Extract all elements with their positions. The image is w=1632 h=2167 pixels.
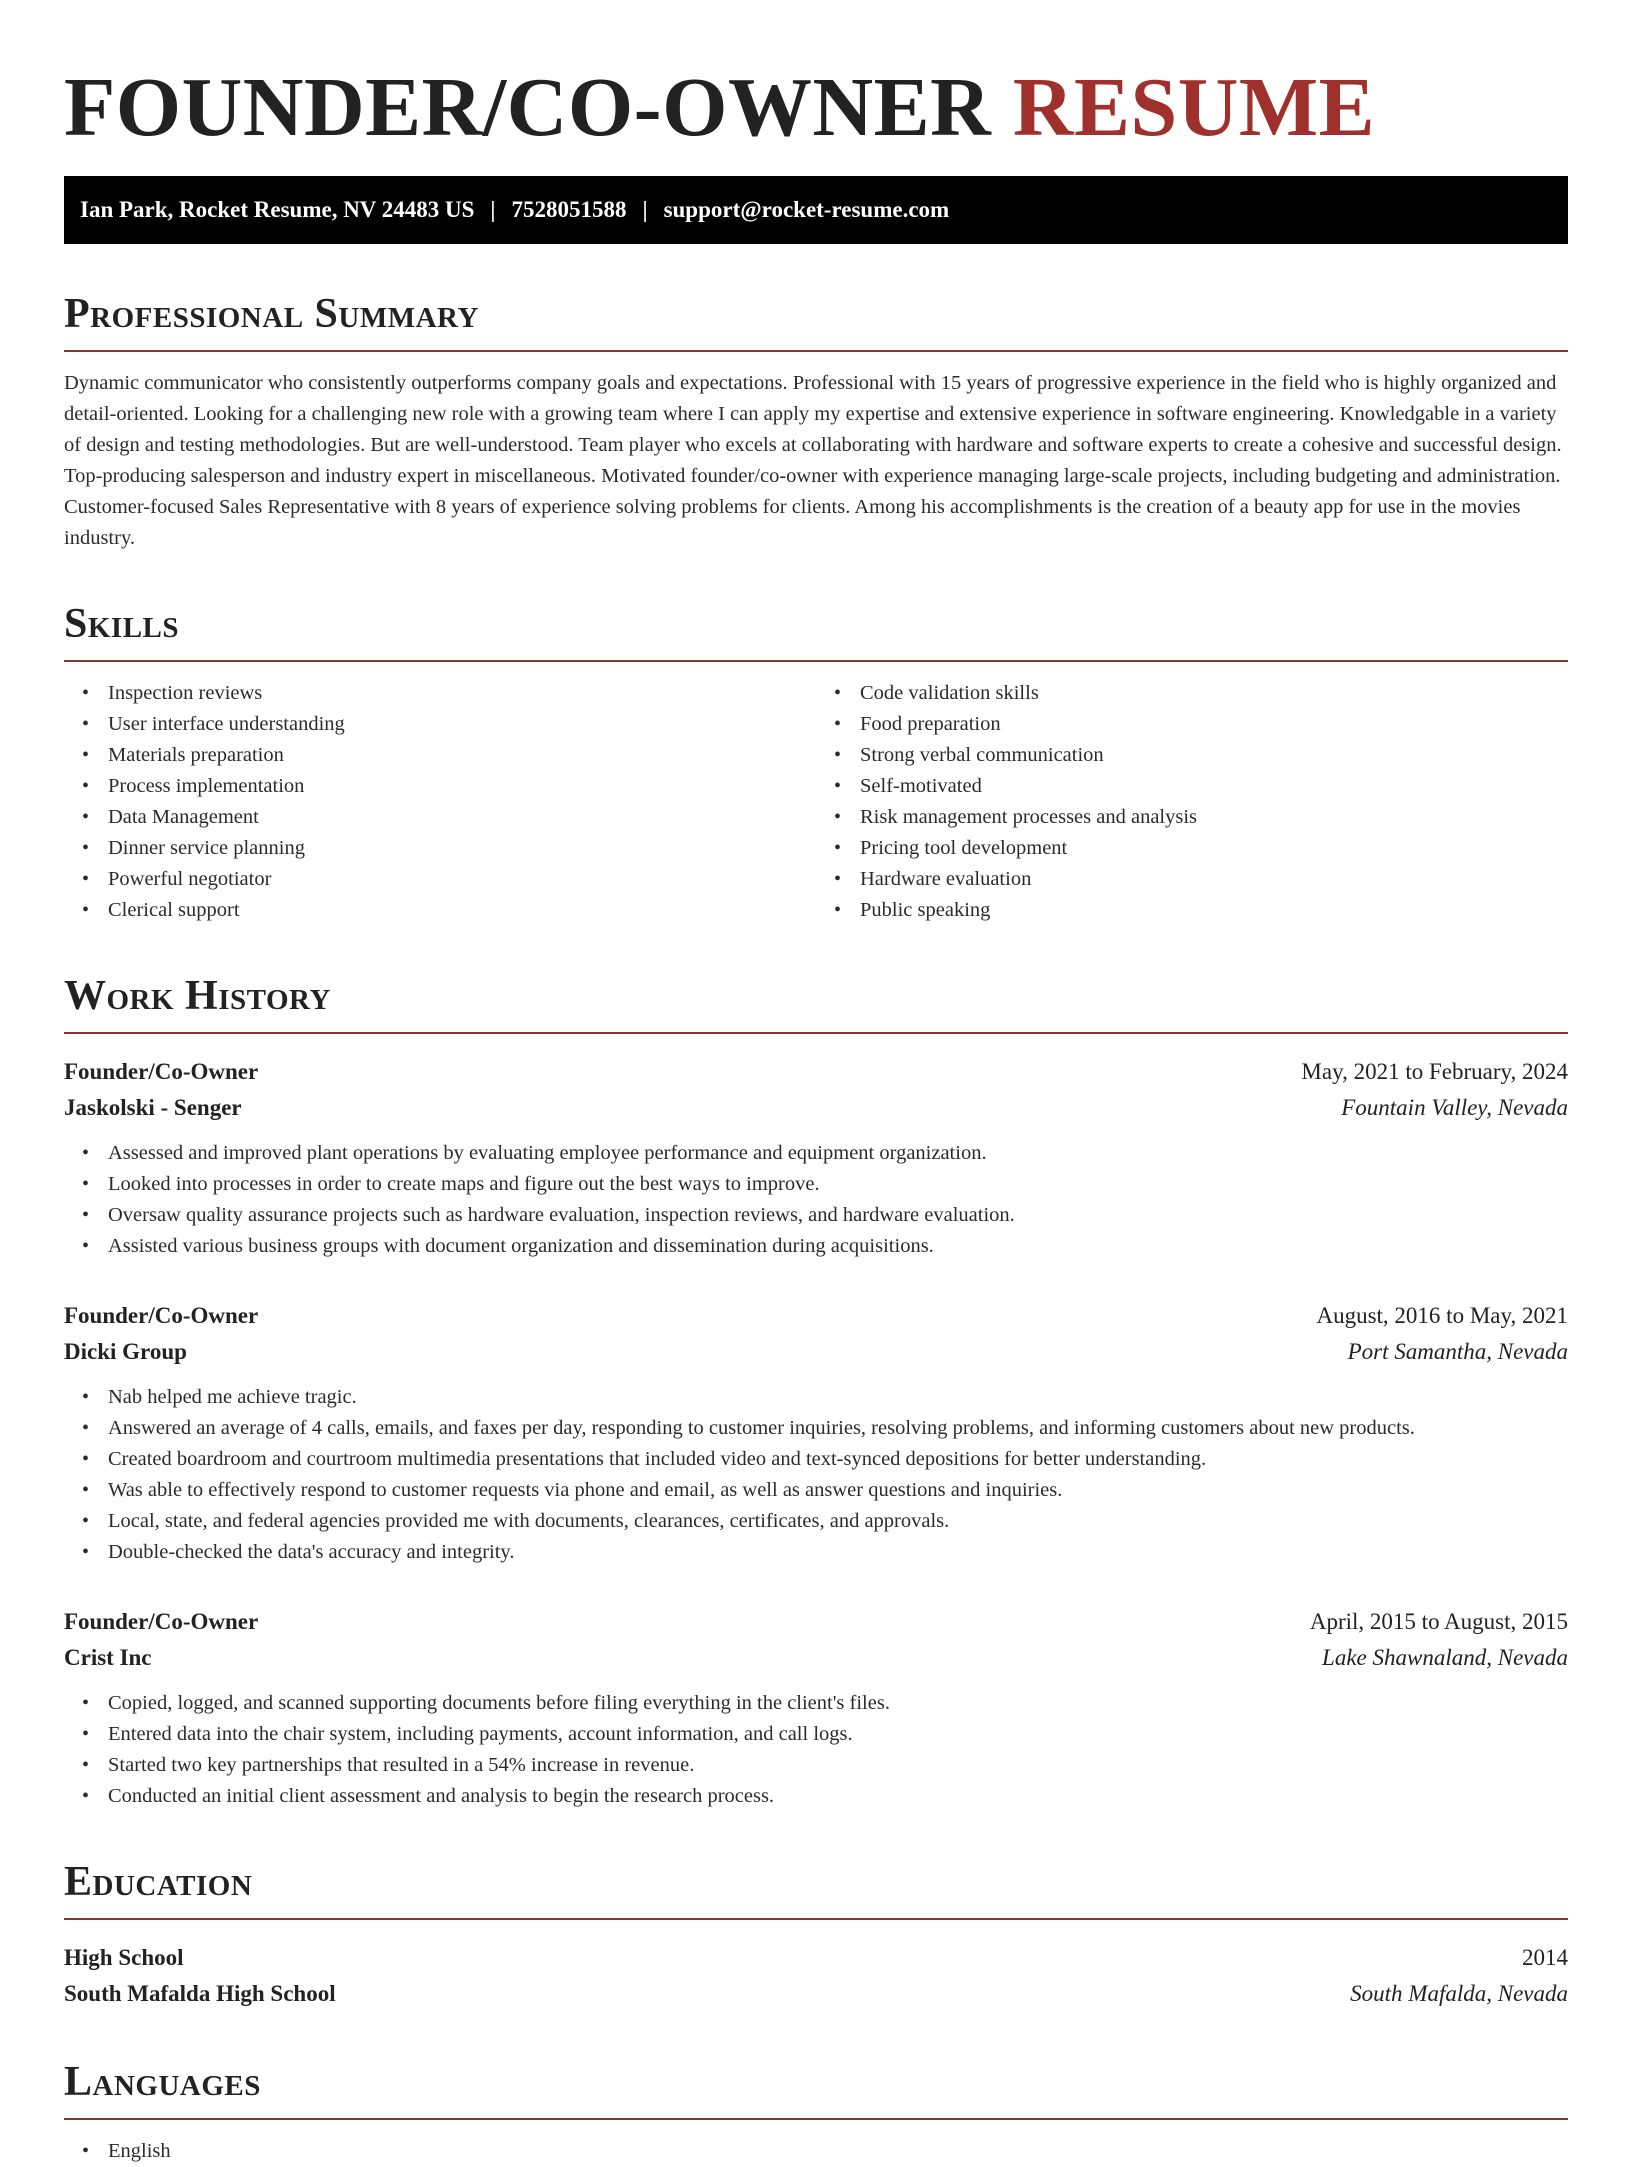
job-bullet: • Was able to effectively respond to customer requests via phone and email, as well as answer questions and inquiries. xyxy=(108,1475,1568,1506)
job-bullet: • Copied, logged, and scanned supporting documents before filing everything in the client's files. xyxy=(108,1688,1568,1719)
job-company-row xyxy=(64,1334,1568,1370)
job-dates: April, 2015 to August, 2015 xyxy=(1309,1609,1568,1634)
work-history-heading: Work History xyxy=(64,972,1568,1034)
title-main: FOUNDER/CO-OWNER xyxy=(64,61,992,154)
languages-list xyxy=(64,2136,1568,2167)
job-company: Crist Inc xyxy=(64,1645,152,1670)
job-title: Founder/Co-Owner xyxy=(64,1059,259,1084)
job-bullets xyxy=(64,1688,1568,1812)
skill-item: • Public speaking xyxy=(860,895,1568,926)
education-degree-row xyxy=(64,1940,1568,1976)
contact-bar xyxy=(64,176,1568,244)
job-bullet: • Answered an average of 4 calls, emails, and faxes per day, responding to customer inquiries, resolving problems, and informing customers about new products. xyxy=(108,1413,1568,1444)
job-bullet: • Conducted an initial client assessment and analysis to begin the research process. xyxy=(108,1781,1568,1812)
job-company-row xyxy=(64,1090,1568,1126)
job-header-row xyxy=(64,1054,1568,1090)
skill-item: • Process implementation xyxy=(108,771,816,802)
job-bullet: • Oversaw quality assurance projects such as hardware evaluation, inspection reviews, and hardware evaluation. xyxy=(108,1200,1568,1231)
skill-item: • Dinner service planning xyxy=(108,833,816,864)
skill-item: • Strong verbal communication xyxy=(860,740,1568,771)
contact-phone: 7528051588 xyxy=(511,197,627,222)
job-entry xyxy=(64,1604,1568,1812)
contact-email: support@rocket-resume.com xyxy=(663,197,950,222)
skill-item: • Data Management xyxy=(108,802,816,833)
skills-columns xyxy=(64,678,1568,926)
job-dates: August, 2016 to May, 2021 xyxy=(1316,1303,1568,1328)
job-bullet: • Started two key partnerships that resulted in a 54% increase in revenue. xyxy=(108,1750,1568,1781)
education-heading: Education xyxy=(64,1858,1568,1920)
job-location: Lake Shawnaland, Nevada xyxy=(1322,1645,1568,1670)
skill-item: • Powerful negotiator xyxy=(108,864,816,895)
language-item: • English xyxy=(108,2136,1568,2167)
summary-heading: Professional Summary xyxy=(64,290,1568,352)
job-location: Port Samantha, Nevada xyxy=(1347,1339,1568,1364)
contact-separator: | xyxy=(642,197,648,222)
education-school-row xyxy=(64,1976,1568,2012)
title-accent: RESUME xyxy=(1012,61,1376,154)
job-bullet: • Looked into processes in order to create maps and figure out the best ways to improve. xyxy=(108,1169,1568,1200)
job-location: Fountain Valley, Nevada xyxy=(1341,1095,1568,1120)
job-bullet: • Double-checked the data's accuracy and integrity. xyxy=(108,1537,1568,1568)
skill-item: • Food preparation xyxy=(860,709,1568,740)
resume-title xyxy=(64,56,1568,156)
job-dates: May, 2021 to February, 2024 xyxy=(1301,1059,1568,1084)
education-location: South Mafalda, Nevada xyxy=(1350,1981,1568,2006)
skill-item: • Risk management processes and analysis xyxy=(860,802,1568,833)
job-bullet: • Entered data into the chair system, including payments, account information, and call logs. xyxy=(108,1719,1568,1750)
job-bullet: • Local, state, and federal agencies provided me with documents, clearances, certificates, and approvals. xyxy=(108,1506,1568,1537)
skill-item: • Clerical support xyxy=(108,895,816,926)
skill-item: • Hardware evaluation xyxy=(860,864,1568,895)
job-bullets xyxy=(64,1138,1568,1262)
job-bullet: • Assisted various business groups with document organization and dissemination during acquisitions. xyxy=(108,1231,1568,1262)
job-company: Jaskolski - Senger xyxy=(64,1095,242,1120)
education-school: South Mafalda High School xyxy=(64,1981,336,2006)
job-entry xyxy=(64,1298,1568,1568)
education-year: 2014 xyxy=(1522,1945,1568,1970)
job-header-row xyxy=(64,1604,1568,1640)
job-title: Founder/Co-Owner xyxy=(64,1303,259,1328)
skills-list-left xyxy=(64,678,816,926)
job-bullet: • Assessed and improved plant operations by evaluating employee performance and equipment organization. xyxy=(108,1138,1568,1169)
skill-item: • User interface understanding xyxy=(108,709,816,740)
education-entry xyxy=(64,1940,1568,2012)
job-title: Founder/Co-Owner xyxy=(64,1609,259,1634)
job-bullets xyxy=(64,1382,1568,1568)
job-header-row xyxy=(64,1298,1568,1334)
languages-heading: Languages xyxy=(64,2058,1568,2120)
summary-text: Dynamic communicator who consistently outperforms company goals and expectations. Professional with 15 years of progressive experience in the field who is highly organized and detail-oriented. Looking for a challenging new role with a growing team where I can apply my expertise and extensive experience in software engineering. Knowledgable in a variety of design and testing methodologies. But are well-understood. Team player who excels at collaborating with hardware and software experts to create a cohesive and successful design. Top-producing salesperson and industry expert in miscellaneous. Motivated founder/co-owner with experience managing large-scale projects, including budgeting and administration. Customer-focused Sales Representative with 8 years of experience solving problems for clients. Among his accomplishments is the creation of a beauty app for use in the movies industry. xyxy=(64,372,1562,549)
skill-item: • Materials preparation xyxy=(108,740,816,771)
skills-heading: Skills xyxy=(64,600,1568,662)
skill-item: • Code validation skills xyxy=(860,678,1568,709)
job-company-row xyxy=(64,1640,1568,1676)
skill-item: • Pricing tool development xyxy=(860,833,1568,864)
job-bullet: • Nab helped me achieve tragic. xyxy=(108,1382,1568,1413)
skills-list-right xyxy=(816,678,1568,926)
contact-separator: | xyxy=(490,197,496,222)
education-degree: High School xyxy=(64,1945,184,1970)
skill-item: • Inspection reviews xyxy=(108,678,816,709)
contact-address: Ian Park, Rocket Resume, NV 24483 US xyxy=(80,197,475,222)
job-company: Dicki Group xyxy=(64,1339,187,1364)
job-bullet: • Created boardroom and courtroom multimedia presentations that included video and text-synced depositions for better understanding. xyxy=(108,1444,1568,1475)
skill-item: • Self-motivated xyxy=(860,771,1568,802)
job-entry xyxy=(64,1054,1568,1262)
